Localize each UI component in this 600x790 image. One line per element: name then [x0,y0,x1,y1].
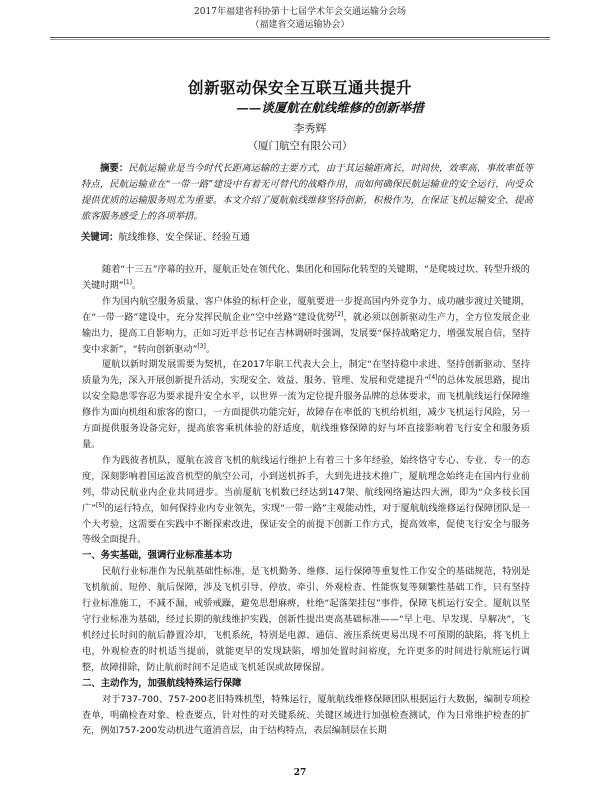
header-rule-secondary [50,39,550,40]
abstract-text: 民航运输业是当今时代长距离运输的主要方式，由于其运输距离长，时间快，效率高、事故率低等特点，民航运输业在“一带一路”建设中有着无可替代的战略作用，而如何确保民航运输业的安全运行，向受众提供优质的运输服务则尤为重要。本文介绍了厦航航线维修坚持创新，积极作为，在保证飞机运输安全、提高旅客服务感受上的各项举措。 [81,163,533,222]
body-text-span: ，就必须以创新驱动生产力，全方位发展企业输出力，提高工自影响力，正如习近平总书记在吉林调研时强调，发展要“保持战略定力，增强发展自信，坚持变中求新”，“转向创新驱动” [82,311,531,355]
body-paragraph-6: 对于737-700、757-200老旧特殊机型，特殊运行，厦航航线维修保障团队根据运行大数据，编制专项检查单，明确检查对象、检查要点，针对性的对关键系统、关键区域进行加强检查测试，作为日常维护检查的扩充，例如757-200发动机进气道消音层，由于结构特点，表层编制层在长期 [82,693,530,737]
citation-ref: [5] [96,501,105,509]
body-text-span: 的运行特点，如何保持业内专业领先，实现“一带一路”主观能动性，对于厦航航线维修运行保障团队是一个大考验，这需要在实践中不断探索改进，保证安全的前提下创新工作方式，提高效率，促使飞行安全与服务等级全面提升。 [82,502,530,546]
citation-ref: [3] [197,342,206,350]
body-paragraph-2 [82,294,530,358]
body-paragraph-4 [82,453,530,548]
body-paragraph-1 [82,262,530,294]
body-text-span: 作为国内航空服务质量、客户体验的标杆企业，厦航要进一步提高国内外竞争力、成功融步渡过关键期，在“一带一路”建设中，充分发挥民航企业“空中丝路”建设优势 [82,295,530,323]
body-text-span: 。 [205,343,216,355]
running-header [0,6,600,32]
body-text-span: 。 [132,279,142,291]
paper-subtitle: ——谈厦航在航线维修的创新举措 [236,100,424,115]
paper-author: 李秀辉 [293,122,327,135]
citation-ref: [4] [429,374,438,382]
section-heading-2: 二、主动作为，加强航线特殊运行保障 [82,677,242,689]
body-paragraph-3 [82,357,530,452]
keywords-label: 关键词： [81,232,119,243]
paper-affiliation: （厦门航空有限公司） [247,140,353,152]
section-heading-1: 一、务实基础，强调行业标准基本功 [82,550,233,562]
abstract [81,161,533,225]
keywords-text: 航线维修、安全保证、经验互通 [118,232,250,243]
paper-title: 创新驱动保安全互联互通共提升 [187,78,412,97]
header-conference-line: 2017年福建省科协第十七届学术年会交通运输分会场 [194,7,406,17]
citation-ref: [1] [123,278,133,286]
body-text-span: 作为践彼者机队，厦航在波音飞机的航线运行维护上有着三十多年经验，始终恪守专心、专业、专一的态度，深刻影响着国运波音机型的航空公司，小到送机拆手，大到先进技术推广，厦航理念始终走在国内行业前列，带动民航业内企业共同进步。当前厦航飞机数已经达到147架、航线网络遍达四大洲，即为“众多枝长国广” [82,454,530,514]
citation-ref: [2] [334,310,344,318]
body-text-span: 的总体发展思路，提出以安全隐患零容忍为要求提升安全水平，以世界一流为定位提升服务品牌的总体要求，而飞机航线运行保障维修作为面向机组和旅客的窗口，一方面提供功能完好，故障存在率低的飞机给机组，减少飞机运行风险，另一方面提供服务设备完好，提高旅客乘机体验的舒适度，航线维修保障的好与坏直接影响着飞行安全和服务质量。 [82,375,530,450]
body-text [82,262,530,739]
keywords [81,231,533,245]
page-number: 27 [293,768,307,778]
body-text-span: 厦航以新时期发展需要为契机，在2017年职工代表大会上，制定“在坚持稳中求进、坚持创新驱动、坚持质量为先，深入开展创新提升活动，实现安全、效益、服务、管理、发展和党建提升” [82,359,530,387]
body-text-span: 随着“十三五”序幕的拉开，厦航正处在领代化、集团化和国际化转型的关键期，“是爬坡过坎、转型升级的关键时期” [82,264,530,291]
header-organizer-line: （福建省交通运输协会） [250,20,350,30]
header-rule [50,37,550,38]
body-paragraph-5: 民航行业标准作为民航基础性标准，是飞机勤务、维修、运行保障等重复性工作安全的基础规范，特别是飞机航前、短停、航后保障，涉及飞机引导、停放、牵引、外观检查、性能恢复等频繁性基础工作，只有坚持行业标准施工，不减不漏，戒骄戒躁，避免思想麻痹，杜绝“起落架挂包”事件，保障飞机运行安全。厦航以坚守行业标准为基础，经过长期的航线维护实践，创新性提出更高基础标准——“早上电、早发现、早解决”，飞机经过长时间的航后静置冷却，飞机系统，特别是电源、通信、液压系统更易出现不可预期的缺陷，将飞机上电，外观检查的时机适当提前，就能更早的发现缺陷，增加处置时间裕度，允许更多的时间进行航班运行调整，故障排除，防止航前时间不足造成飞机延误或故障保留。 [82,566,530,673]
abstract-label: 摘要： [100,163,129,174]
